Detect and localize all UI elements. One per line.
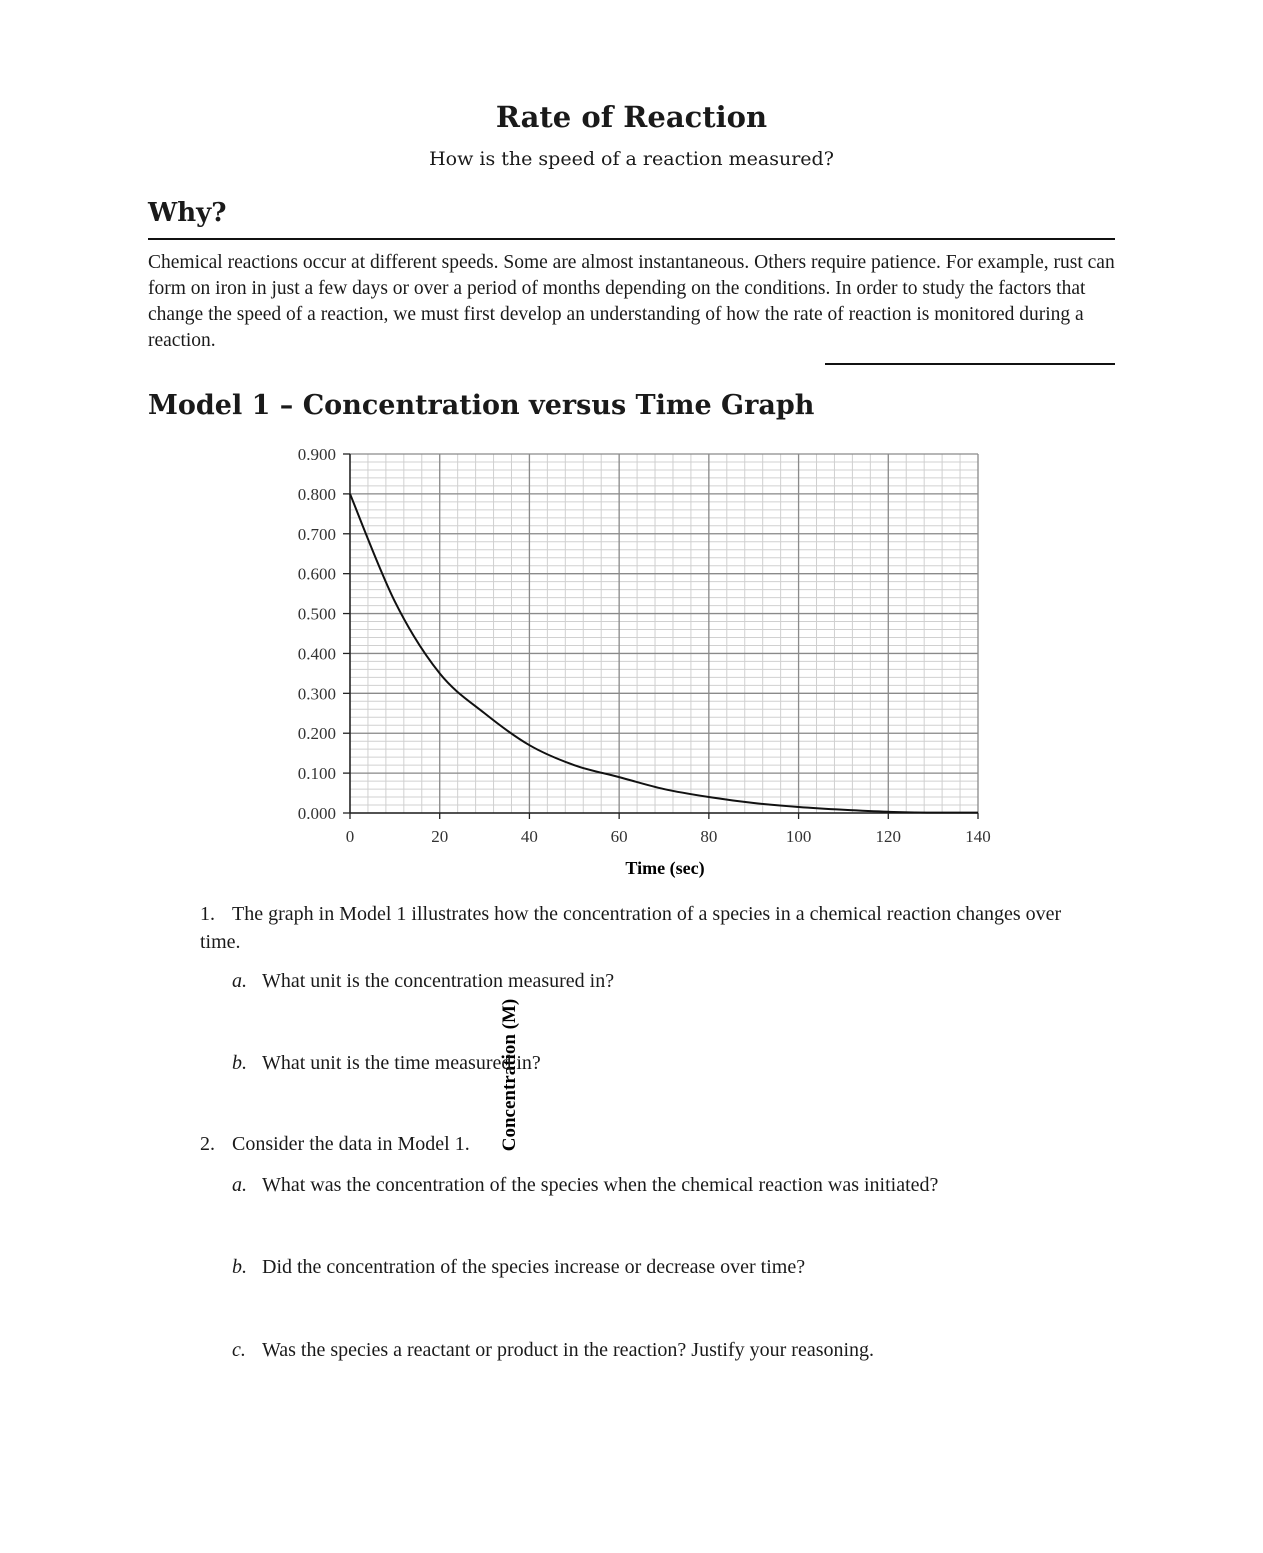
question-2c-text: Was the species a reactant or product in the reaction? Justify your reasoning. bbox=[262, 1339, 875, 1361]
question-2 bbox=[200, 1130, 470, 1158]
x-tick-label: 120 bbox=[875, 827, 902, 846]
why-top-rule bbox=[148, 238, 1115, 240]
x-tick-label: 0 bbox=[345, 827, 355, 846]
question-2c bbox=[232, 1336, 874, 1364]
question-1a-text: What unit is the concentration measured in? bbox=[262, 970, 615, 992]
y-tick-label: 0.100 bbox=[297, 764, 336, 784]
question-1a-letter: a. bbox=[232, 970, 247, 992]
x-tick-label: 20 bbox=[431, 827, 449, 846]
chart-axes bbox=[350, 454, 978, 813]
why-heading: Why? bbox=[148, 198, 227, 228]
question-2a-letter: a. bbox=[232, 1174, 247, 1196]
y-tick-label: 0.300 bbox=[297, 684, 336, 704]
y-tick-label: 0.800 bbox=[297, 484, 336, 504]
question-1b-letter: b. bbox=[232, 1052, 247, 1074]
why-bottom-rule bbox=[825, 363, 1115, 365]
y-tick-label: 0.000 bbox=[297, 804, 336, 823]
y-tick-label: 0.500 bbox=[297, 604, 336, 624]
question-1-number: 1. bbox=[200, 903, 215, 925]
x-tick-label: 100 bbox=[785, 827, 812, 846]
question-2b-letter: b. bbox=[232, 1256, 247, 1278]
x-tick-label: 60 bbox=[610, 827, 628, 846]
y-tick-label: 0.900 bbox=[297, 445, 336, 464]
y-tick-label: 0.400 bbox=[297, 644, 336, 664]
question-2b-text: Did the concentration of the species increase or decrease over time? bbox=[262, 1256, 806, 1278]
question-2-number: 2. bbox=[200, 1133, 215, 1155]
chart-x-ticks bbox=[346, 813, 991, 846]
y-tick-label: 0.700 bbox=[297, 524, 336, 544]
chart-minor-grid bbox=[350, 454, 978, 813]
page-subtitle: How is the speed of a reaction measured? bbox=[429, 148, 834, 170]
question-1-text: The graph in Model 1 illustrates how the concentration of a species in a chemical reaction changes over time. bbox=[200, 903, 1062, 953]
chart-y-ticks bbox=[298, 445, 350, 823]
chart-major-grid bbox=[350, 454, 978, 813]
question-2a-text: What was the concentration of the species when the chemical reaction was initiated? bbox=[262, 1174, 939, 1196]
y-tick-label: 0.600 bbox=[297, 564, 336, 584]
question-1b bbox=[232, 1049, 541, 1077]
question-1a bbox=[232, 967, 614, 995]
why-paragraph: Chemical reactions occur at different speeds. Some are almost instantaneous. Others require patience. For example, rust can form on iron in just a few days or over a period of months depending on the conditions. In order to study the factors that change the speed of a reaction, we must first develop an understanding of how the rate of reaction is monitored during a reaction. bbox=[148, 252, 1115, 351]
x-tick-label: 40 bbox=[520, 827, 538, 846]
x-tick-label: 140 bbox=[965, 827, 991, 846]
question-1b-text: What unit is the time measured in? bbox=[262, 1052, 541, 1074]
model-heading: Model 1 – Concentration versus Time Graph bbox=[148, 390, 815, 421]
x-tick-label: 80 bbox=[700, 827, 718, 846]
question-2-text: Consider the data in Model 1. bbox=[232, 1133, 470, 1155]
y-tick-label: 0.200 bbox=[297, 724, 336, 744]
question-2c-letter: c. bbox=[232, 1339, 246, 1361]
question-1 bbox=[200, 900, 1070, 956]
question-2a bbox=[232, 1171, 938, 1199]
chart-y-label: Concentration (M) bbox=[499, 998, 520, 1152]
question-2b bbox=[232, 1253, 805, 1281]
page-title: Rate of Reaction bbox=[495, 100, 768, 134]
chart-x-label: Time (sec) bbox=[625, 858, 705, 878]
